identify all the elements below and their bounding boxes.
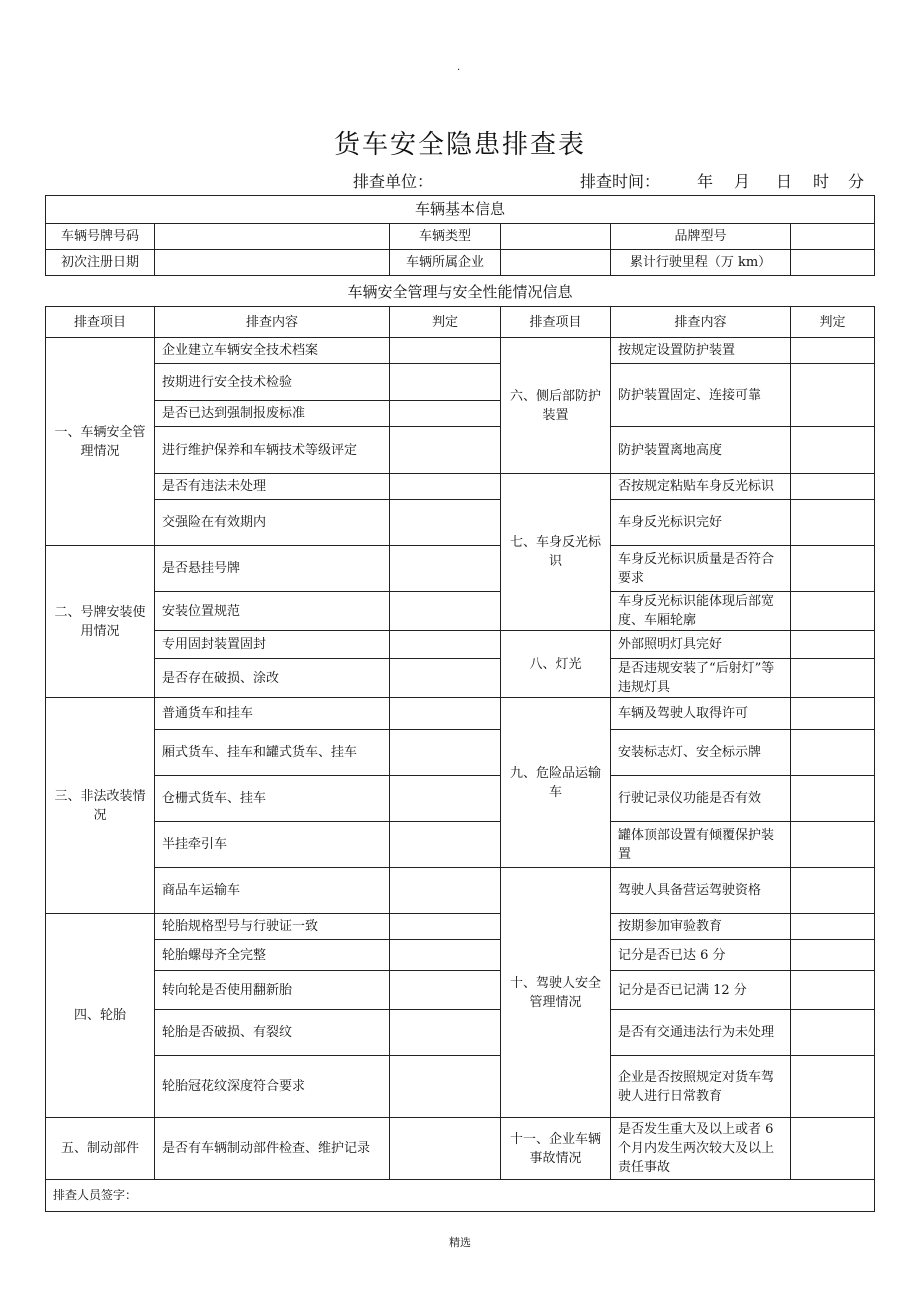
left-item-judge[interactable] — [390, 868, 501, 914]
right-item-judge[interactable] — [791, 971, 875, 1010]
left-item-content: 轮胎规格型号与行驶证一致 — [155, 914, 390, 940]
left-item-judge[interactable] — [390, 730, 501, 776]
right-item-content: 按期参加审验教育 — [611, 914, 791, 940]
right-item-content: 安装标志灯、安全标示牌 — [611, 730, 791, 776]
left-item-content: 是否悬挂号牌 — [155, 546, 390, 592]
company-value-cell[interactable] — [501, 250, 611, 276]
left-item-content: 安装位置规范 — [155, 592, 390, 631]
right-group-name: 七、车身反光标识 — [501, 474, 611, 631]
left-item-content: 轮胎冠花纹深度符合要求 — [155, 1056, 390, 1118]
right-item-judge[interactable] — [791, 1010, 875, 1056]
mileage-label: 累计行驶里程（万 km） — [611, 250, 791, 276]
left-item-content: 是否有车辆制动部件检查、维护记录 — [155, 1118, 390, 1180]
right-item-content: 企业是否按照规定对货车驾驶人进行日常教育 — [611, 1056, 791, 1118]
right-item-judge[interactable] — [791, 914, 875, 940]
year-label: 年 — [697, 172, 714, 191]
left-group-name: 三、非法改装情况 — [46, 698, 155, 914]
left-item-judge[interactable] — [390, 401, 501, 427]
right-item-judge[interactable] — [791, 631, 875, 659]
right-item-judge[interactable] — [791, 592, 875, 631]
left-item-judge[interactable] — [390, 914, 501, 940]
month-label: 月 — [734, 172, 751, 191]
left-item-content: 是否已达到强制报废标准 — [155, 401, 390, 427]
left-item-content: 仓栅式货车、挂车 — [155, 776, 390, 822]
signature-row[interactable]: 排查人员签字： — [46, 1180, 875, 1212]
left-item-judge[interactable] — [390, 698, 501, 730]
left-item-content: 交强险在有效期内 — [155, 500, 390, 546]
type-value-cell[interactable] — [501, 224, 611, 250]
minute-label: 分 — [848, 172, 865, 191]
left-item-content: 商品车运输车 — [155, 868, 390, 914]
type-label: 车辆类型 — [390, 224, 501, 250]
right-item-content: 车身反光标识质量是否符合要求 — [611, 546, 791, 592]
left-item-judge[interactable] — [390, 474, 501, 500]
basic-info-table — [45, 195, 875, 276]
right-item-judge[interactable] — [791, 868, 875, 914]
right-item-judge[interactable] — [791, 730, 875, 776]
right-item-judge[interactable] — [791, 1056, 875, 1118]
left-item-content: 是否有违法未处理 — [155, 474, 390, 500]
left-item-judge[interactable] — [390, 1056, 501, 1118]
col-judge-right: 判定 — [791, 307, 875, 338]
right-item-content: 否按规定粘贴车身反光标识 — [611, 474, 791, 500]
right-item-judge[interactable] — [791, 776, 875, 822]
left-item-content: 普通货车和挂车 — [155, 698, 390, 730]
left-item-content: 专用固封装置固封 — [155, 631, 390, 659]
right-item-content: 记分是否已记满 12 分 — [611, 971, 791, 1010]
plate-value-cell[interactable] — [155, 224, 390, 250]
right-group-name: 六、侧后部防护装置 — [501, 338, 611, 474]
left-item-content: 轮胎螺母齐全完整 — [155, 940, 390, 971]
left-item-judge[interactable] — [390, 500, 501, 546]
mileage-value-cell[interactable] — [791, 250, 875, 276]
hour-label: 时 — [813, 172, 830, 191]
right-item-judge[interactable] — [791, 364, 875, 427]
right-item-content: 驾驶人具备营运驾驶资格 — [611, 868, 791, 914]
left-item-judge[interactable] — [390, 427, 501, 474]
left-group-name: 一、车辆安全管理情况 — [46, 338, 155, 546]
left-item-content: 按期进行安全技术检验 — [155, 364, 390, 401]
left-item-judge[interactable] — [390, 546, 501, 592]
unit-label: 排查单位： — [353, 172, 434, 191]
right-item-content: 车身反光标识完好 — [611, 500, 791, 546]
safety-heading: 车辆安全管理与安全性能情况信息 — [347, 283, 573, 301]
left-item-judge[interactable] — [390, 822, 501, 868]
company-label: 车辆所属企业 — [390, 250, 501, 276]
left-item-judge[interactable] — [390, 338, 501, 364]
right-item-content: 按规定设置防护装置 — [611, 338, 791, 364]
right-item-content: 车辆及驾驶人取得许可 — [611, 698, 791, 730]
basic-info-heading: 车辆基本信息 — [46, 196, 875, 224]
time-label: 排查时间： — [580, 172, 661, 191]
left-item-judge[interactable] — [390, 592, 501, 631]
right-item-content: 是否有交通违法行为未处理 — [611, 1010, 791, 1056]
right-item-content: 是否发生重大及以上或者 6 个月内发生两次较大及以上责任事故 — [611, 1118, 791, 1180]
left-item-content: 企业建立车辆安全技术档案 — [155, 338, 390, 364]
right-item-content: 记分是否已达 6 分 — [611, 940, 791, 971]
right-group-name: 九、危险品运输车 — [501, 698, 611, 868]
left-item-content: 转向轮是否使用翻新胎 — [155, 971, 390, 1010]
left-item-content: 轮胎是否破损、有裂纹 — [155, 1010, 390, 1056]
right-item-content: 罐体顶部设置有倾覆保护装置 — [611, 822, 791, 868]
page-title: 货车安全隐患排查表 — [333, 130, 586, 160]
left-item-judge[interactable] — [390, 1010, 501, 1056]
left-item-judge[interactable] — [390, 631, 501, 659]
col-content-left: 排查内容 — [155, 307, 390, 338]
left-item-content: 厢式货车、挂车和罐式货车、挂车 — [155, 730, 390, 776]
col-item-right: 排查项目 — [501, 307, 611, 338]
right-group-name: 十一、企业车辆事故情况 — [501, 1118, 611, 1180]
right-item-judge[interactable] — [791, 940, 875, 971]
left-item-judge[interactable] — [390, 940, 501, 971]
brand-value-cell[interactable] — [791, 224, 875, 250]
page-footer: 精选 — [449, 1236, 471, 1249]
right-item-judge[interactable] — [791, 474, 875, 500]
right-item-content: 车身反光标识能体现后部宽度、车厢轮廓 — [611, 592, 791, 631]
right-item-judge[interactable] — [791, 500, 875, 546]
left-group-name: 五、制动部件 — [46, 1118, 155, 1180]
reg-date-label: 初次注册日期 — [46, 250, 155, 276]
left-item-judge[interactable] — [390, 659, 501, 698]
left-item-judge[interactable] — [390, 776, 501, 822]
right-item-content: 行驶记录仪功能是否有效 — [611, 776, 791, 822]
col-item-left: 排查项目 — [46, 307, 155, 338]
inspection-table — [45, 306, 875, 1212]
right-item-content: 是否违规安装了“后射灯”等违规灯具 — [611, 659, 791, 698]
left-item-judge[interactable] — [390, 971, 501, 1010]
left-group-name: 二、号牌安装使用情况 — [46, 546, 155, 698]
day-label: 日 — [776, 172, 793, 191]
right-item-content: 外部照明灯具完好 — [611, 631, 791, 659]
right-item-judge[interactable] — [791, 427, 875, 474]
right-group-name: 十、驾驶人安全管理情况 — [501, 868, 611, 1118]
right-item-judge[interactable] — [791, 546, 875, 592]
reg-date-value-cell[interactable] — [155, 250, 390, 276]
right-item-judge[interactable] — [791, 659, 875, 698]
right-item-judge[interactable] — [791, 698, 875, 730]
left-item-content: 半挂牵引车 — [155, 822, 390, 868]
left-item-judge[interactable] — [390, 364, 501, 401]
right-group-name: 八、灯光 — [501, 631, 611, 698]
left-item-content: 进行维护保养和车辆技术等级评定 — [155, 427, 390, 474]
right-item-content: 防护装置离地高度 — [611, 427, 791, 474]
page-dot: . — [457, 62, 461, 73]
right-item-content: 防护装置固定、连接可靠 — [611, 364, 791, 427]
right-item-judge[interactable] — [791, 822, 875, 868]
left-group-name: 四、轮胎 — [46, 914, 155, 1118]
brand-label: 品牌型号 — [611, 224, 791, 250]
col-content-right: 排查内容 — [611, 307, 791, 338]
plate-label: 车辆号牌号码 — [46, 224, 155, 250]
left-item-judge[interactable] — [390, 1118, 501, 1180]
left-item-content: 是否存在破损、涂改 — [155, 659, 390, 698]
col-judge-left: 判定 — [390, 307, 501, 338]
right-item-judge[interactable] — [791, 338, 875, 364]
right-item-judge[interactable] — [791, 1118, 875, 1180]
